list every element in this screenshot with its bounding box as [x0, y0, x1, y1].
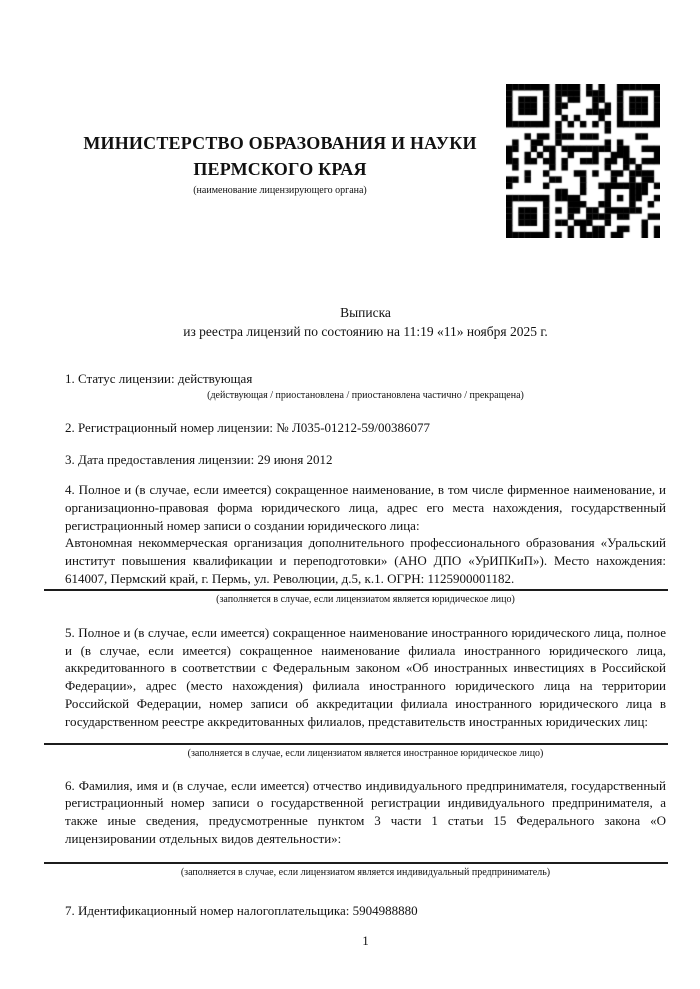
document-body	[65, 0, 666, 949]
fill-line-foreign-entity	[44, 743, 668, 745]
item-registration-number: 2. Регистрационный номер лицензии: № Л035-01212-59/00386077	[65, 420, 431, 435]
document-title	[65, 304, 666, 341]
item-license-status: 1. Статус лицензии: действующая	[65, 371, 253, 386]
item-entrepreneur-label: 6. Фамилия, имя и (в случае, если имеется) отчество индивидуального предпринимателя, государственный регистрационный номер записи о государственной регистрации индивидуального предпринимателя, а также иные сведения, предусмотренные пунктом 3 части 1 статьи 15 Федерального закона «О лицензировании отдельных видов деятельности»:	[65, 777, 666, 846]
fill-line-entrepreneur	[44, 862, 668, 864]
item-foreign-entity-label: 5. Полное и (в случае, если имеется) сокращенное наименование иностранного юридического лица, полное и (в случае, если имеется) сокращенное наименование филиала иностранного юридического лица, аккредитованного в соответствии с Федеральным законом «Об иностранных инвестициях в Российской Федерации», адрес (место нахождения) филиала иностранного юридического лица на территории Российской Федерации, номер записи об аккредитации филиала иностранного юридического лица в государственном реестре аккредитованных филиалов, представительств иностранных юридических лиц:	[65, 624, 666, 729]
item-entrepreneur-caption: (заполняется в случае, если лицензиатом является индивидуальный предприниматель)	[180, 866, 551, 878]
item-legal-entity-label: 4. Полное и (в случае, если имеется) сокращенное наименование, в том числе фирменное наименование, и организационно-правовая форма юридического лица, адрес его места нахождения, государственный регистрационный номер записи о создании юридического лица:	[65, 482, 666, 533]
item-grant-date: 3. Дата предоставления лицензии: 29 июня 2012	[65, 452, 333, 467]
fill-line-legal-entity	[44, 589, 668, 591]
page-number: 1	[362, 932, 369, 948]
item-license-status-caption: (действующая / приостановлена / приостановлена частично / прекращена)	[207, 390, 524, 401]
document-title-line1: Выписка	[340, 305, 391, 320]
item-taxpayer-number: 7. Идентификационный номер налогоплательщика: 5904988880	[65, 902, 418, 918]
ministry-name-line1: МИНИСТЕРСТВО ОБРАЗОВАНИЯ И НАУКИ	[83, 133, 477, 153]
item-legal-entity-value: Автономная некоммерческая организация дополнительного профессионального образования «Уральский институт повышения квалификации и переподготовки» (АНО ДПО «УрИПКиП»). Место нахождения: 614007, Пермский край, г. Пермь, ул. Революции, д.5, к.1. ОГРН: 1125900001182.	[65, 535, 666, 586]
ministry-name-line2: ПЕРМСКОГО КРАЯ	[193, 159, 367, 179]
document-title-line2: из реестра лицензий по состоянию на 11:19 «11» ноября 2025 г.	[183, 323, 548, 339]
item-legal-entity-caption: (заполняется в случае, если лицензиатом является юридическое лицо)	[216, 593, 515, 605]
item-foreign-entity-caption: (заполняется в случае, если лицензиатом является иностранное юридическое лицо)	[187, 747, 544, 759]
ministry-caption: (наименование лицензирующего органа)	[193, 185, 367, 196]
